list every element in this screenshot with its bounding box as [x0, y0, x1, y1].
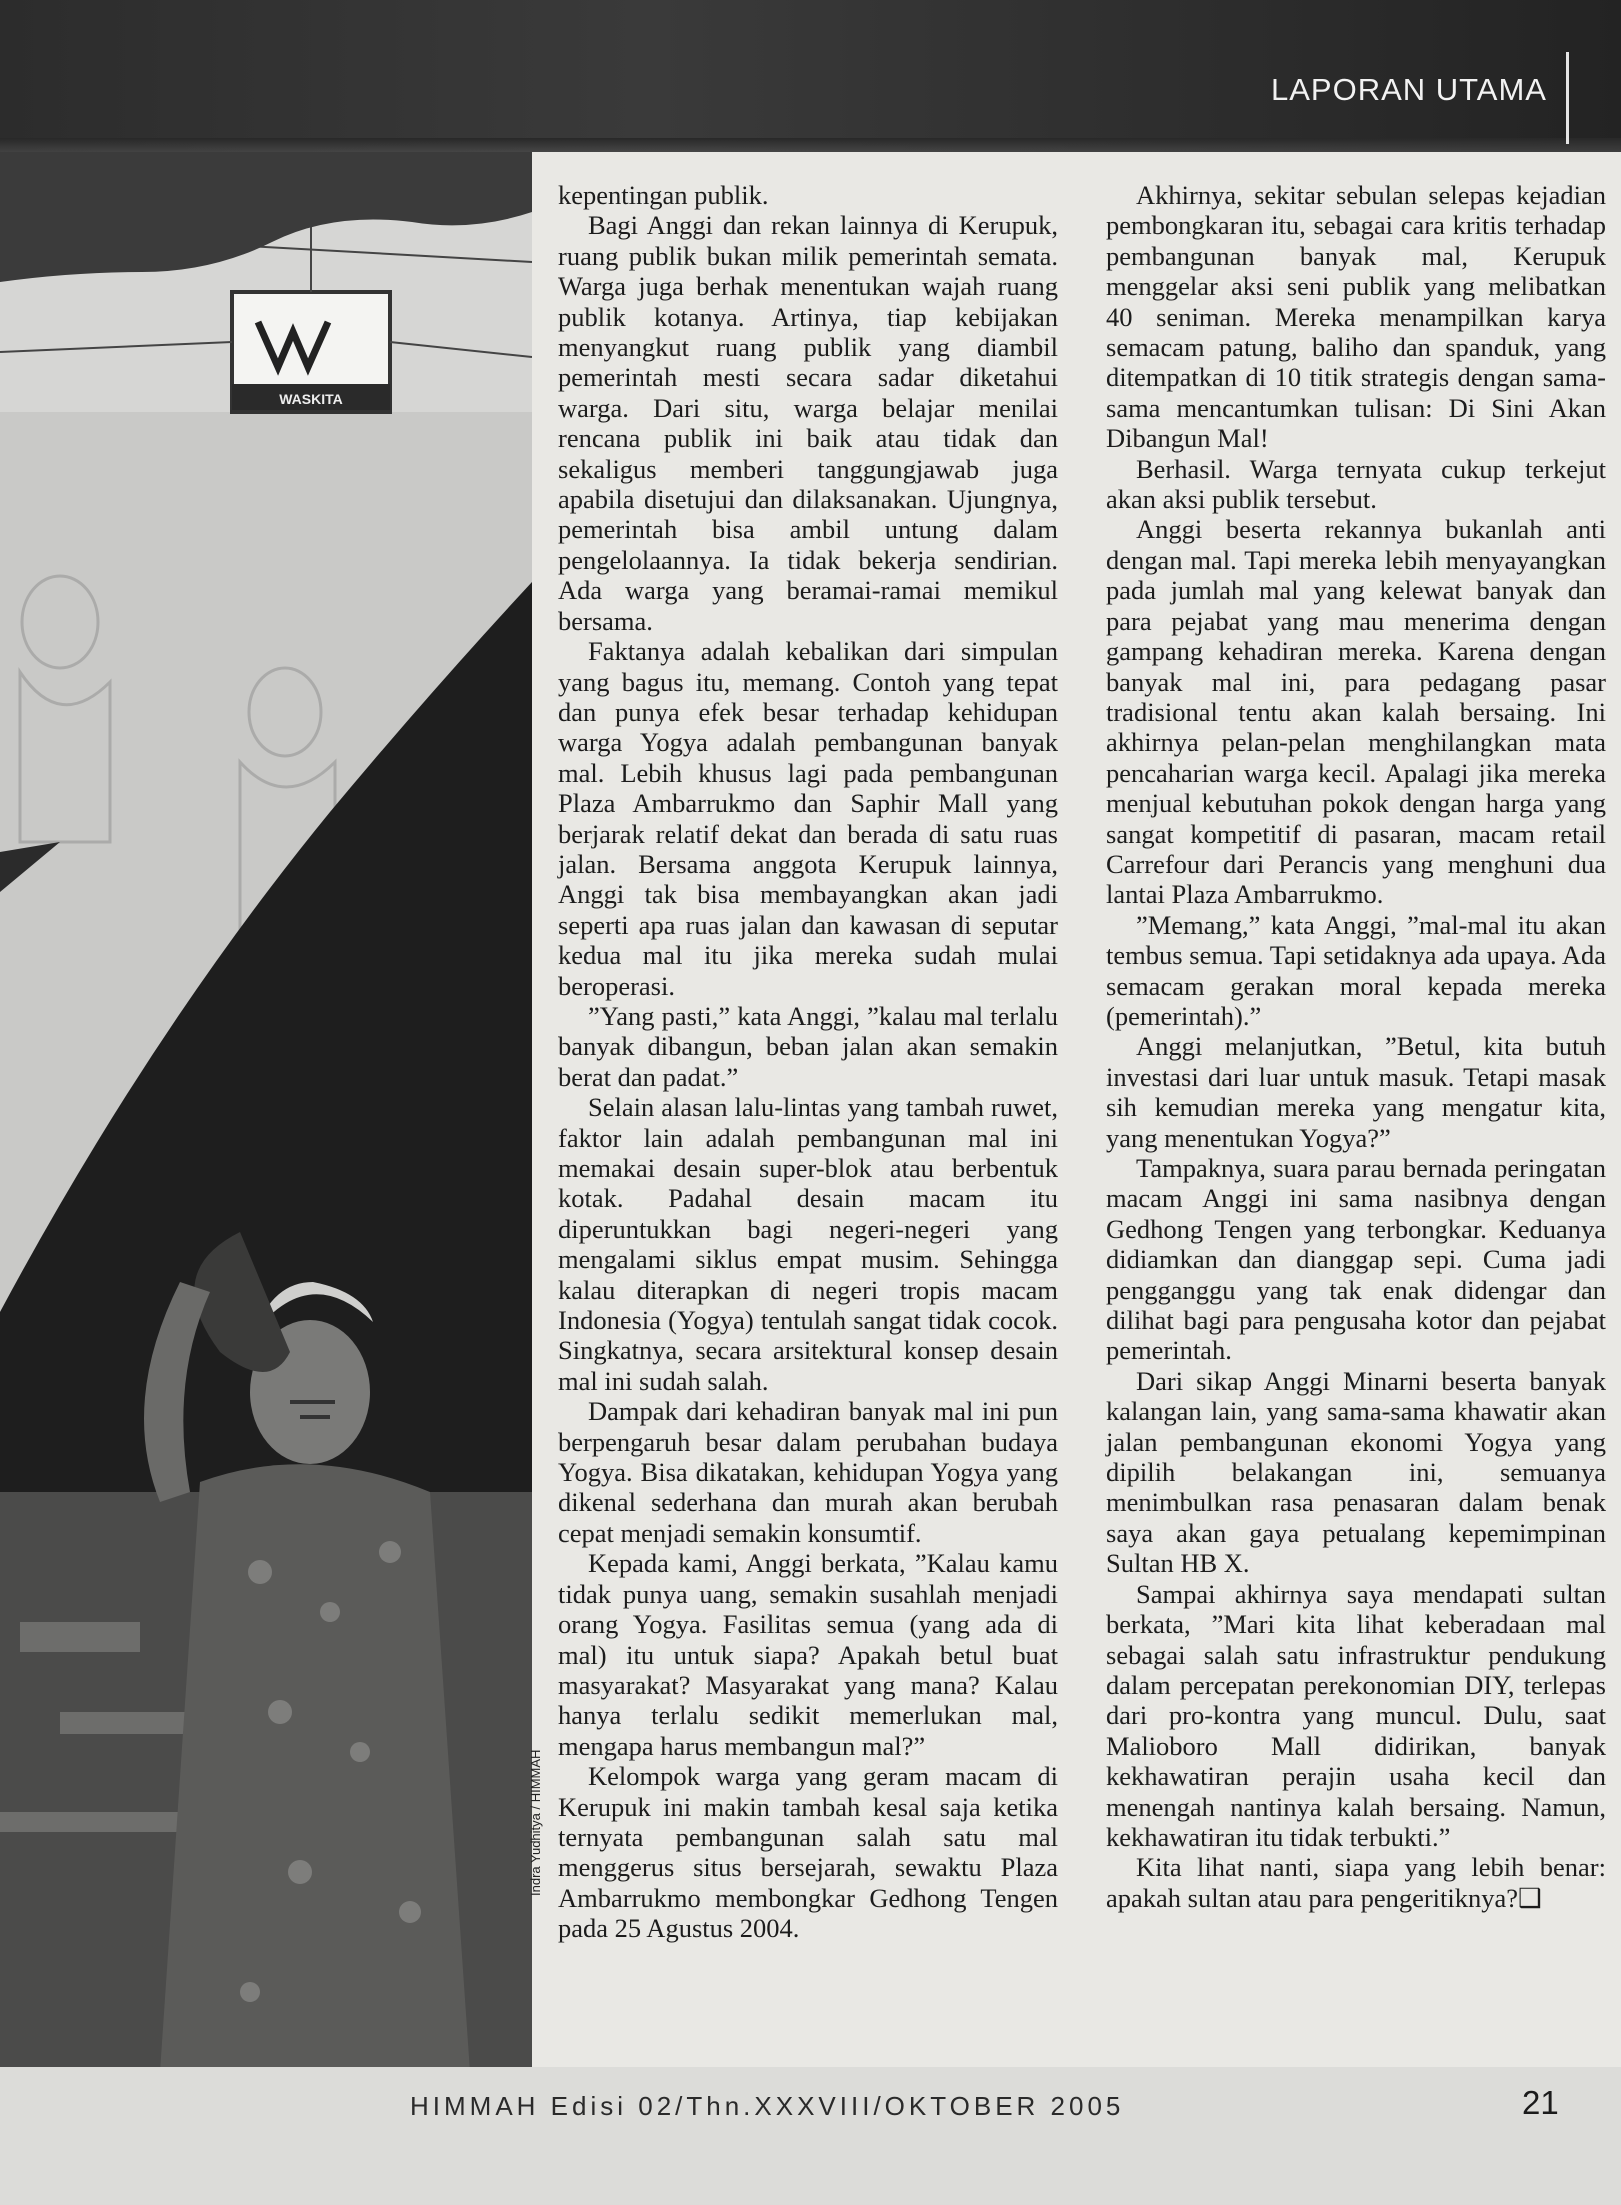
- article-photo: [0, 152, 532, 2067]
- page-number: 21: [1522, 2084, 1559, 2121]
- paragraph: Kelompok warga yang geram macam di Kerupuk ini makin tambah kesal saja ketika ternyata pembangunan salah satu mal menggerus situs bersejarah, sewaktu Plaza Ambarrukmo membongkar Gedhong Tengen pada 25 Agustus 2004.: [558, 1761, 1058, 1944]
- photo-credit: Indra Yudhitya / HIMMAH: [528, 1749, 543, 1896]
- paragraph: Dampak dari kehadiran banyak mal ini pun berpengaruh besar dalam perubahan budaya Yogya. Bisa dikatakan, kehidupan Yogya yang dikenal sederhana dan murah akan berubah cepat menjadi semakin konsumtif.: [558, 1396, 1058, 1548]
- paragraph: Dari sikap Anggi Minarni beserta banyak kalangan lain, yang sama-sama khawatir akan jalan pembangunan ekonomi Yogya yang dipilih belakangan ini, semuanya menimbulkan rasa penasaran dalam benak saya akan gaya petualang kepemimpinan Sultan HB X.: [1106, 1365, 1606, 1579]
- article-column-2: [1106, 180, 1606, 1913]
- paragraph: Anggi melanjutkan, ”Betul, kita butuh investasi dari luar untuk masuk. Tetapi masak sih kemudian mereka yang mengatur kita, yang menentukan Yogya?”: [1106, 1031, 1606, 1153]
- paragraph: Selain alasan lalu-lintas yang tambah ruwet, faktor lain adalah pembangunan mal ini memakai desain super-blok atau berbentuk kotak. Padahal desain macam itu diperuntukkan bagi negeri-negeri yang mengalami siklus empat musim. Sehingga kalau diterapkan di negeri tropis macam Indonesia (Yogya) tentulah sangat tidak cocok. Singkatnya, secara arsitektural konsep desain mal ini sudah salah.: [558, 1092, 1058, 1396]
- paragraph: Kepada kami, Anggi berkata, ”Kalau kamu tidak punya uang, semakin susahlah menjadi orang Yogya. Fasilitas semua (yang ada di mal) itu untuk siapa? Apakah betul buat masyarakat? Masyarakat yang mana? Kalau hanya terlalu sedikit memerlukan mal, mengapa harus membangun mal?”: [558, 1548, 1058, 1761]
- paragraph: Kita lihat nanti, siapa yang lebih benar: apakah sultan atau para pengeritiknya?❑: [1106, 1852, 1606, 1913]
- header-rule: [1566, 52, 1569, 144]
- article-column-1: [558, 180, 1058, 1944]
- paragraph: Bagi Anggi dan rekan lainnya di Kerupuk, ruang publik bukan milik pemerintah semata. Warga juga berhak menentukan wajah ruang publik kotanya. Artinya, tiap kebijakan menyangkut ruang publik yang diambil pemerintah mesti secara sadar diketahui warga. Dari situ, warga belajar menilai rencana publik ini baik atau tidak dan sekaligus memberi tanggungjawab juga apabila disetujui dan dilaksanakan. Ujungnya, pemerintah bisa ambil untung dalam pengelolaannya. Ia tidak bekerja sendirian. Ada warga yang beramai-ramai memikul bersama.: [558, 210, 1058, 636]
- paragraph: Anggi beserta rekannya bukanlah anti dengan mal. Tapi mereka lebih menyayangkan pada jumlah mal yang kelewat banyak dan para pejabat yang mau menerima dengan gampang kehadiran mereka. Karena dengan banyak mal ini, para pedagang pasar tradisional tentu akan kalah bersaing. Ini akhirnya pelan-pelan menghilangkan mata pencaharian warga kecil. Apalagi jika mereka menjual kebutuhan pokok dengan harga yang sangat kompetitif di pasaran, macam retail Carrefour dari Perancis yang menghuni dua lantai Plaza Ambarrukmo.: [1106, 514, 1606, 910]
- paragraph: Tampaknya, suara parau bernada peringatan macam Anggi ini sama nasibnya dengan Gedhong Tengen yang terbongkar. Keduanya didiamkan dan dianggap sepi. Cuma jadi pengganggu yang tak enak didengar dan dilihat bagi para pengusaha kotor dan pejabat pemerintah.: [1106, 1153, 1606, 1366]
- paragraph: kepentingan publik.: [558, 180, 769, 210]
- edition-line: HIMMAH Edisi 02/Thn.XXXVIII/OKTOBER 2005: [410, 2091, 1125, 2121]
- paragraph: ”Memang,” kata Anggi, ”mal-mal itu akan tembus semua. Tapi setidaknya ada upaya. Ada semacam gerakan moral kepada mereka (pemerintah).”: [1106, 909, 1606, 1031]
- market-scene-illustration: [0, 152, 532, 2067]
- svg-text:WASKITA: WASKITA: [279, 391, 343, 407]
- crane-sign: [232, 292, 390, 412]
- footer-band: [0, 2067, 1621, 2205]
- paragraph: ”Yang pasti,” kata Anggi, ”kalau mal terlalu banyak dibangun, beban jalan akan semakin berat dan padat.”: [558, 1000, 1058, 1092]
- paragraph: Akhirnya, sekitar sebulan selepas kejadian pembongkaran itu, sebagai cara kritis terhadap pembangunan banyak mal, Kerupuk menggelar aksi seni publik yang melibatkan 40 seniman. Mereka menampilkan karya semacam patung, baliho dan spanduk, yang ditempatkan di 10 titik strategis dengan sama-sama mencantumkan tulisan: Di Sini Akan Dibangun Mal!: [1106, 180, 1606, 454]
- paragraph: Faktanya adalah kebalikan dari simpulan yang bagus itu, memang. Contoh yang tepat dan punya efek besar terhadap kehidupan warga Yogya adalah pembangunan banyak mal. Lebih khusus lagi pada pembangunan Plaza Ambarrukmo dan Saphir Mall yang berjarak relatif dekat dan berada di satu ruas jalan. Bersama anggota Kerupuk lainnya, Anggi tak bisa membayangkan akan jadi seperti apa ruas jalan dan kawasan di seputar kedua mal itu jika mereka sudah mulai beroperasi.: [558, 636, 1058, 1001]
- paragraph: Berhasil. Warga ternyata cukup terkejut akan aksi publik tersebut.: [1106, 453, 1606, 515]
- paragraph: Sampai akhirnya saya mendapati sultan berkata, ”Mari kita lihat keberadaan mal sebagai salah satu infrastruktur pendukung dalam percepatan perekonomian DIY, terlepas dari pro-kontra yang muncul. Dulu, saat Malioboro Mall didirikan, banyak kekhawatiran perajin usaha kecil dan menengah nantinya kalah bersaing. Namun, kekhawatiran itu tidak terbukti.”: [1106, 1578, 1606, 1852]
- section-label: LAPORAN UTAMA: [1271, 72, 1547, 107]
